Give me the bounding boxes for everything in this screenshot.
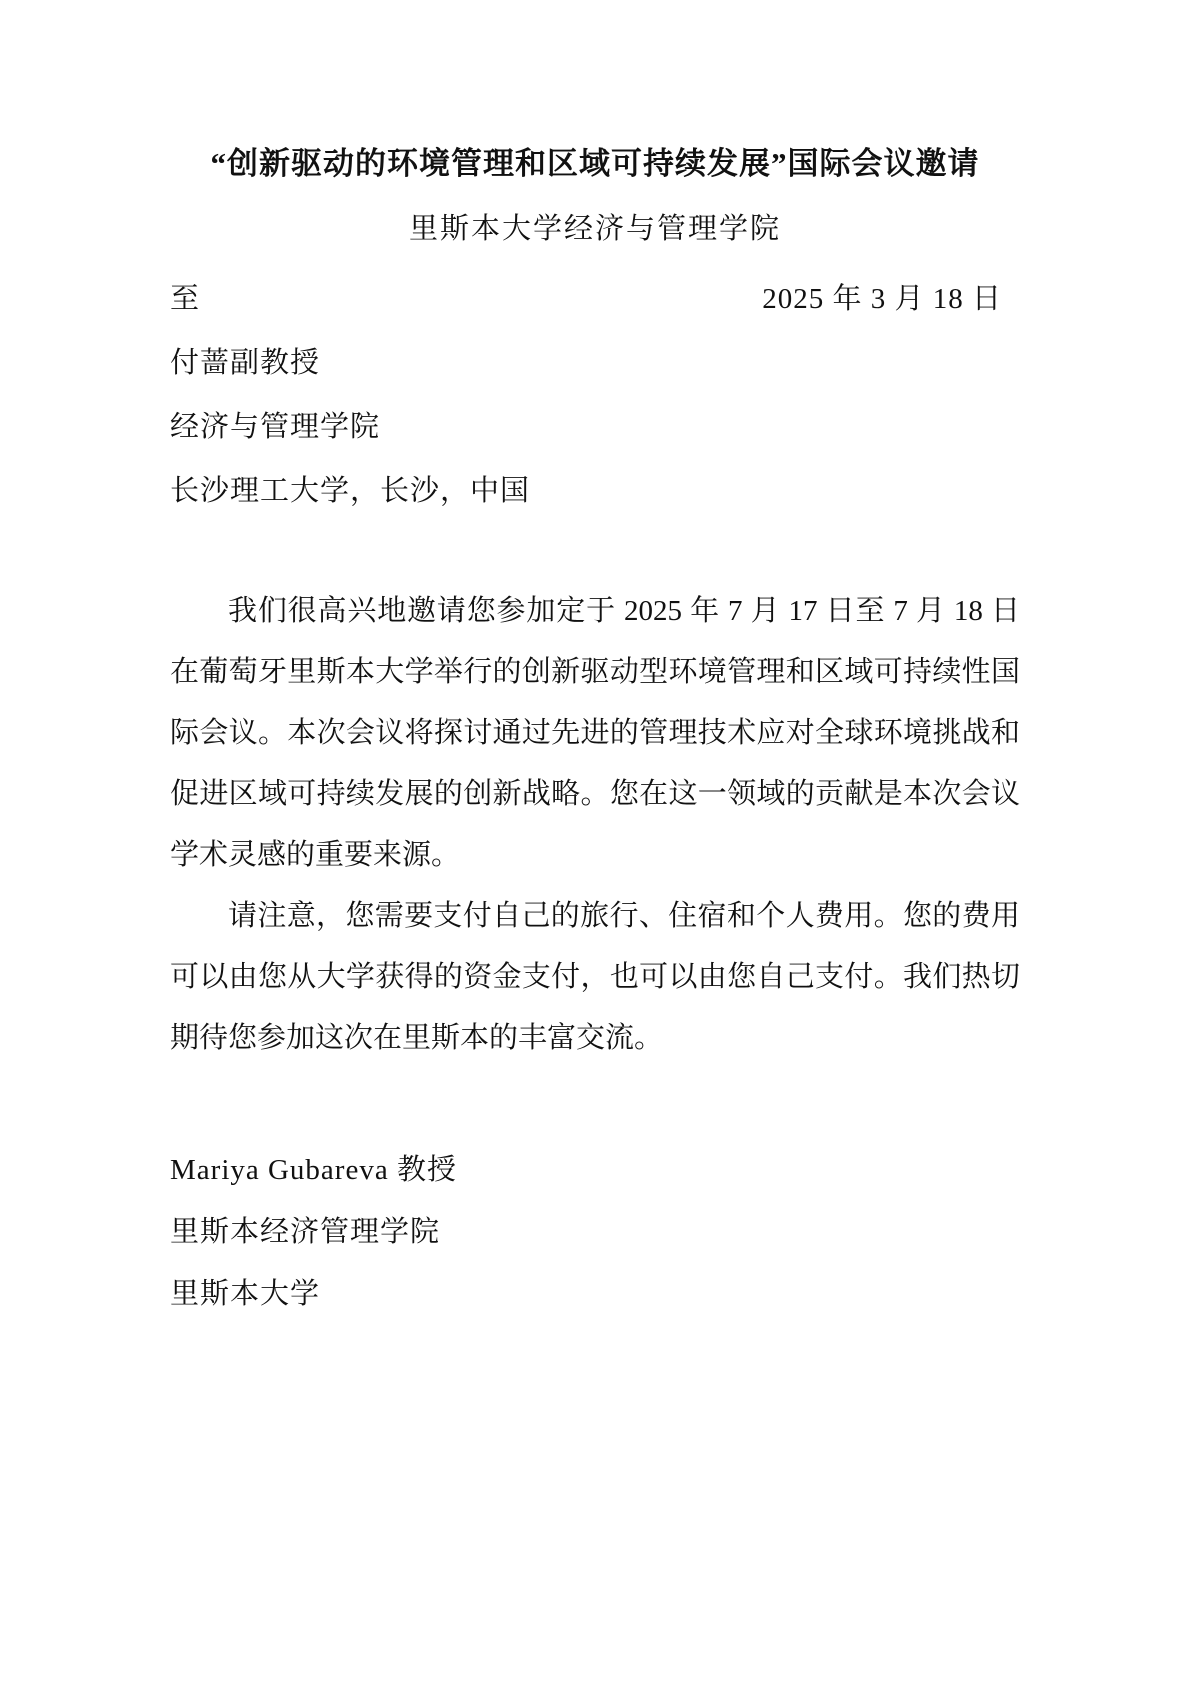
- signature-block: [170, 1139, 1020, 1325]
- body-paragraph-2: 请注意，您需要支付自己的旅行、住宿和个人费用。您的费用可以由您从大学获得的资金支付，也可以由您自己支付。我们热切期待您参加这次在里斯本的丰富交流。: [170, 900, 1020, 1054]
- recipient-department: 经济与管理学院: [170, 411, 381, 443]
- salutation: 至: [170, 283, 200, 315]
- letter-body: [170, 581, 1020, 1069]
- letter-title: “创新驱动的环境管理和区域可持续发展”国际会议邀请: [210, 146, 980, 181]
- signature-university: 里斯本大学: [170, 1278, 321, 1310]
- letter-date: 2025 年 3 月 18 日: [762, 283, 1002, 315]
- recipient-name: 付蔷副教授: [170, 347, 321, 379]
- signature-name: Mariya Gubareva 教授: [170, 1154, 457, 1186]
- recipient-university: 长沙理工大学，长沙，中国: [170, 475, 531, 507]
- letter-subtitle: 里斯本大学经济与管理学院: [408, 213, 781, 245]
- letter-header-block: [170, 267, 1020, 523]
- salutation-date-row: [170, 267, 1020, 331]
- signature-school: 里斯本经济管理学院: [170, 1216, 441, 1248]
- body-paragraph-1: 我们很高兴地邀请您参加定于 2025 年 7 月 17 日至 7 月 18 日在葡萄牙里斯本大学举行的创新驱动型环境管理和区域可持续性国际会议。本次会议将探讨通过先进的管理技术应对全球环境挑战和促进区域可持续发展的创新战略。您在这一领域的贡献是本次会议学术灵感的重要来源。: [170, 595, 1020, 871]
